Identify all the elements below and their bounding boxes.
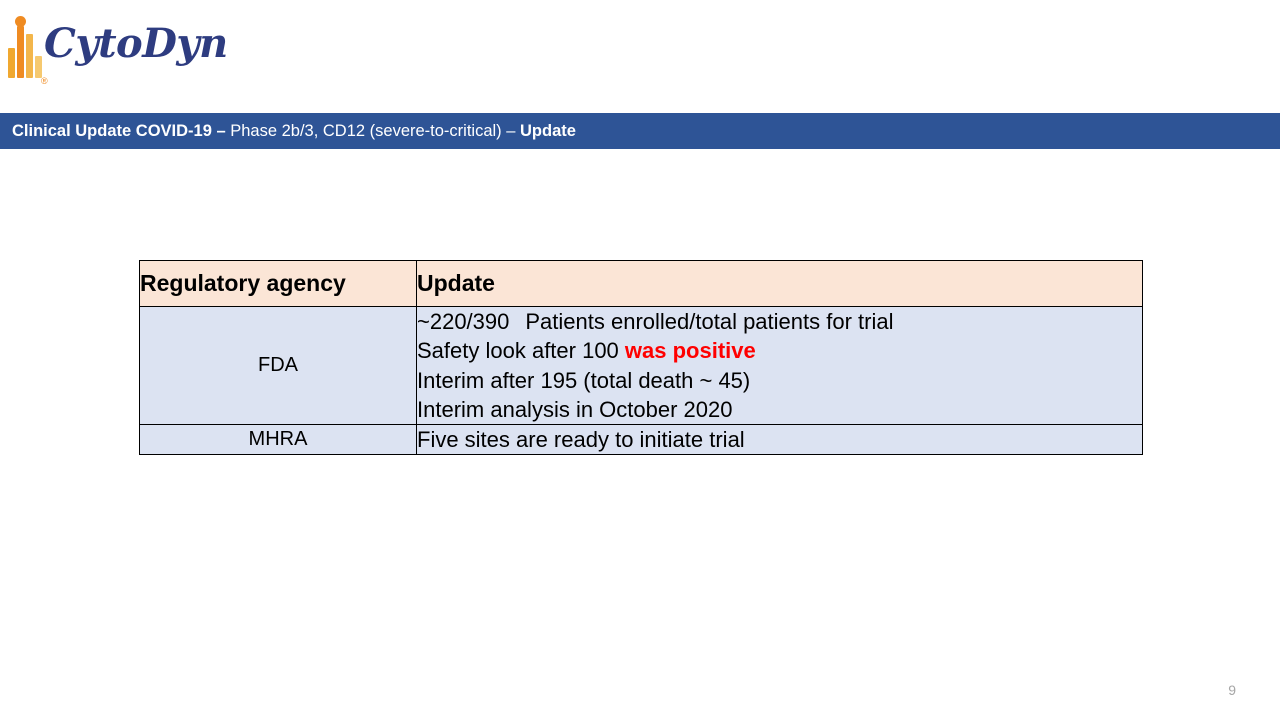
cell-update-mhra — [417, 425, 1143, 455]
logo-dot-icon — [15, 16, 26, 27]
page-number: 9 — [1228, 682, 1236, 698]
logo-bar-4 — [35, 56, 42, 78]
update-line-pre: Interim analysis in October 2020 — [417, 396, 733, 422]
page-title-normal-middle: Phase 2b/3, CD12 (severe-to-critical) – — [230, 121, 521, 140]
brand-logo — [8, 8, 328, 86]
update-line-pre: Safety look after 100 — [417, 338, 625, 364]
table-row — [140, 425, 1143, 455]
registered-trademark-icon: ® — [41, 76, 48, 86]
logo-bar-2 — [17, 26, 24, 78]
logo-bar-1 — [8, 48, 15, 78]
update-line-pre: Five sites are ready to initiate trial — [417, 427, 745, 452]
update-line-pre: ~220/390 — [417, 309, 510, 334]
cell-agency-fda: FDA — [140, 307, 417, 425]
update-line-post: Patients enrolled/total patients for trial — [525, 309, 894, 334]
logo-bars-icon — [8, 16, 46, 78]
page-title-bold-suffix: Update — [520, 121, 576, 140]
update-line — [417, 366, 1142, 395]
regulatory-update-table — [139, 260, 1143, 455]
table-row — [140, 307, 1143, 425]
cell-update-fda — [417, 307, 1143, 425]
column-header-update: Update — [417, 261, 1143, 307]
update-line — [417, 395, 1142, 424]
page-title-bold-prefix: Clinical Update COVID-19 – — [12, 121, 231, 140]
logo-bar-3 — [26, 34, 33, 78]
update-line — [417, 307, 1142, 336]
page-title — [0, 122, 576, 141]
table-header-row — [140, 261, 1143, 307]
cell-agency-mhra: MHRA — [140, 425, 417, 455]
slide-title-bar — [0, 113, 1280, 149]
update-line — [417, 425, 1142, 454]
regulatory-update-table-wrapper — [139, 260, 1142, 455]
update-line-pre: Interim after 195 (total death ~ 45) — [417, 367, 751, 393]
update-line — [417, 336, 1142, 365]
update-line-highlight: was positive — [624, 338, 756, 364]
logo-wordmark: CytoDyn — [44, 20, 228, 67]
column-header-agency: Regulatory agency — [140, 261, 417, 307]
